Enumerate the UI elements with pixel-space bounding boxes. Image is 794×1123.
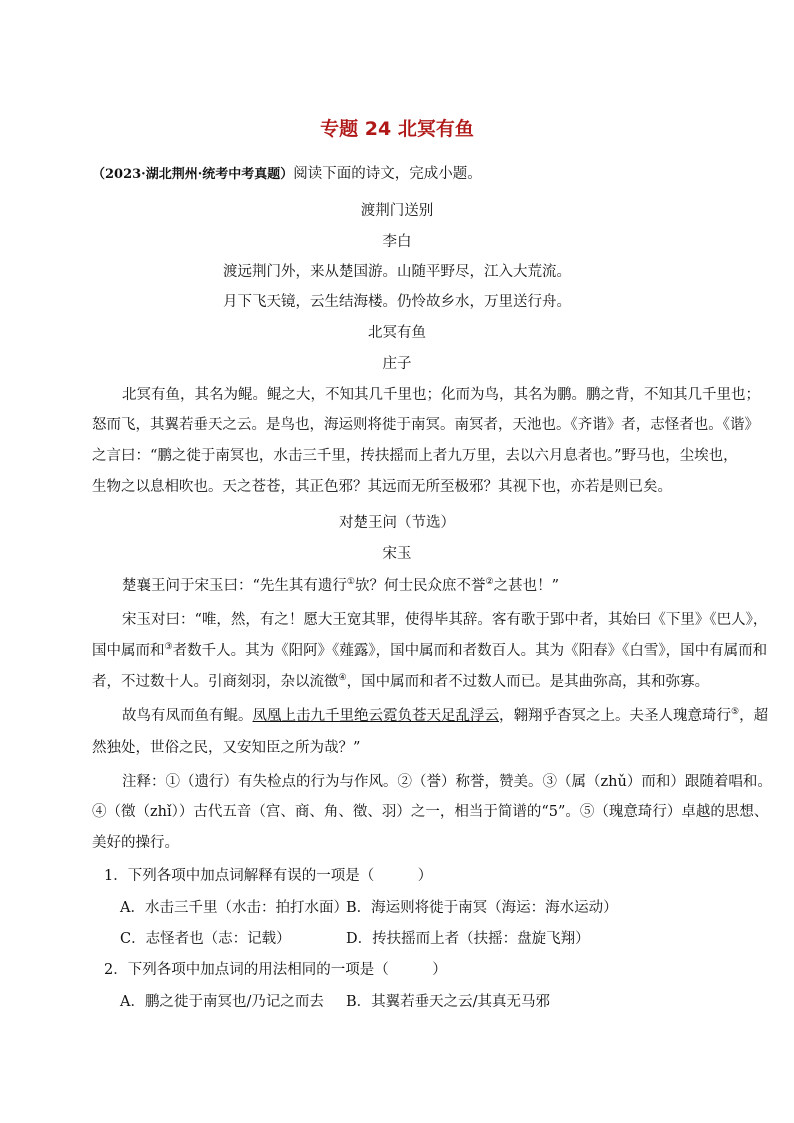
text3-paragraph-2-line-2 bbox=[92, 641, 767, 661]
text3-title: 对楚王问（节选） bbox=[339, 515, 455, 531]
text2-line-4: 生物之以息相吹也。天之苍苍，其正色邪？其远而无所至极邪？其视下也，亦若是则已矣。 bbox=[92, 479, 672, 495]
text2-author: 庄子 bbox=[382, 356, 412, 372]
poem1-author: 李白 bbox=[382, 234, 412, 250]
question-1-option-b: B．海运则将徙于南冥（海运：海水运动） bbox=[346, 900, 618, 916]
page-title: 专题 24 北冥有鱼 bbox=[320, 118, 474, 140]
question-source: （2023·湖北荆州·统考中考真题） bbox=[92, 167, 294, 182]
text2-line-3: 之言曰：“鹏之徙于南冥也，水击三千里，抟扶摇而上者九万里，去以六月息者也。”野马也，尘埃也， bbox=[92, 448, 738, 464]
question-1-option-a: A．水击三千里（水击：拍打水面） bbox=[120, 900, 348, 916]
text3-paragraph-3-line-2: 然独处，世俗之民，又安知臣之所为哉？” bbox=[92, 740, 361, 756]
text2-line-1: 北冥有鱼，其名为鲲。鲲之大，不知其几千里也；化而为鸟，其名为鹏。鹏之背，不知其几千里也； bbox=[122, 387, 760, 403]
text3-paragraph-1 bbox=[122, 576, 559, 596]
poem1-line-2: 月下飞天镜，云生结海楼。仍怜故乡水，万里送行舟。 bbox=[223, 294, 571, 310]
notes-line-2: ④（徵（zhǐ））古代五音（宫、商、角、徵、羽）之一，相当于简谱的“5”。⑤（瑰意琦行）卓越的思想、 bbox=[92, 804, 769, 820]
notes-line-3: 美好的操行。 bbox=[92, 835, 179, 851]
poem1-title: 渡荆门送别 bbox=[360, 203, 434, 219]
text-span: ，国中属而和者不过数人而已。是其曲弥高，其和弥寡。 bbox=[346, 674, 710, 690]
text2-line-2: 怒而飞，其翼若垂天之云。是鸟也，海运则将徙于南冥。南冥者，天池也。《齐谐》者，志怪者也。《谐》 bbox=[92, 417, 759, 433]
note-marker: ③ bbox=[164, 642, 173, 653]
notes-line-1: 注释：①（遗行）有失检点的行为与作风。②（誉）称誉，赞美。③（属（zhǔ）而和）跟随着唱和。 bbox=[122, 774, 772, 790]
note-marker: ⑤ bbox=[731, 707, 740, 718]
text-span: 楚襄王问于宋玉曰：“先生其有遗行 bbox=[122, 578, 347, 594]
question-1-option-d: D．抟扶摇而上者（扶摇：盘旋飞翔） bbox=[346, 931, 590, 947]
question-2-stem: 2．下列各项中加点词的用法相同的一项是（ ） bbox=[104, 962, 447, 978]
note-marker: ① bbox=[346, 577, 355, 588]
poem1-line-1: 渡远荆门外，来从楚国游。山随平野尽，江入大荒流。 bbox=[223, 264, 571, 280]
text-span: ，超 bbox=[739, 708, 769, 724]
text-span: ，翱翔乎杳冥之上。夫圣人瑰意琦行 bbox=[499, 708, 731, 724]
note-marker: ④ bbox=[338, 673, 347, 684]
text3-author: 宋玉 bbox=[382, 546, 412, 562]
text3-paragraph-2-line-3 bbox=[92, 672, 709, 692]
note-marker: ② bbox=[485, 577, 494, 588]
underlined-sentence: 凤凰上击九千里绝云霓负苍天足乱浮云 bbox=[252, 708, 499, 724]
question-2-option-b: B．其翼若垂天之云/其真无马邪 bbox=[346, 994, 551, 1010]
intro-line bbox=[92, 164, 482, 185]
text2-title: 北冥有鱼 bbox=[368, 325, 426, 341]
question-2-option-a: A．鹏之徙于南冥也/乃记之而去 bbox=[120, 994, 324, 1010]
question-1-stem: 1．下列各项中加点词解释有误的一项是（ ） bbox=[104, 868, 433, 884]
text-span: 欤？何士民众庶不誉 bbox=[355, 578, 486, 594]
text3-paragraph-3-line-1 bbox=[122, 706, 768, 726]
text-span: 国中属而和 bbox=[92, 643, 165, 659]
instruction-text: 阅读下面的诗文，完成小题。 bbox=[293, 166, 482, 182]
text-span: 者数千人。其为《阳阿》《薤露》，国中属而和者数百人。其为《阳春》《白雪》，国中有属而和 bbox=[172, 643, 768, 659]
text3-paragraph-2-line-1: 宋玉对曰：“唯，然，有之！愿大王宽其罪，使得毕其辞。客有歌于郢中者，其始曰《下里》《巴人》， bbox=[122, 612, 768, 628]
question-1-option-c: C．志怪者也（志：记载） bbox=[120, 931, 291, 947]
text-span: 者，不过数十人。引商刻羽，杂以流徵 bbox=[92, 674, 339, 690]
text-span: 故鸟有凤而鱼有鲲。 bbox=[122, 708, 253, 724]
text-span: 之甚也！” bbox=[493, 578, 559, 594]
